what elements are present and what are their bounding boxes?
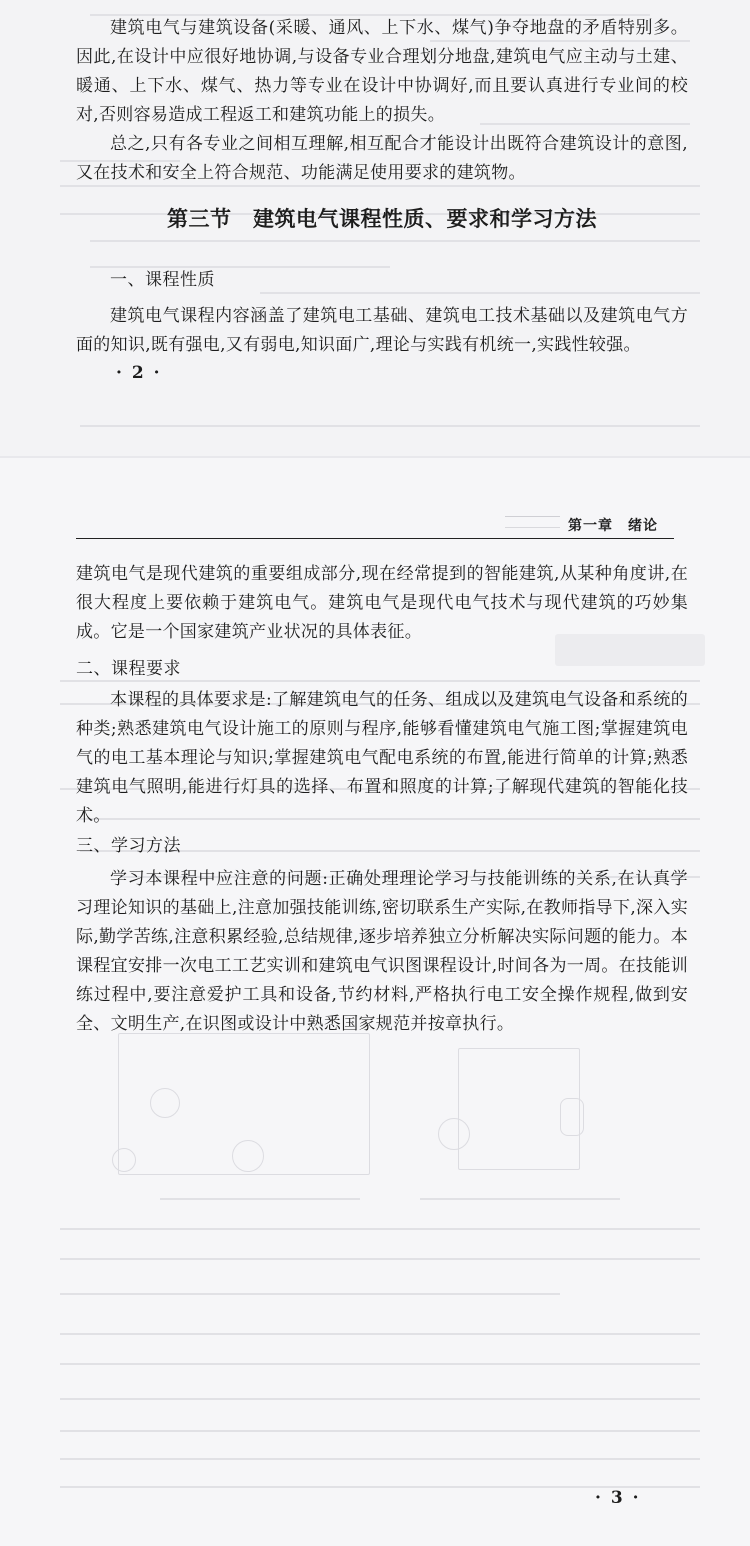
show-through-line [60,1430,700,1432]
show-through-line [420,1198,620,1200]
book-page-2 [0,0,750,457]
body-paragraph: 建筑电气课程内容涵盖了建筑电工基础、建筑电工技术基础以及建筑电气方面的知识,既有强电,又有弱电,知识面广,理论与实践有机统一,实践性较强。 [76,306,688,355]
show-through-line [60,1228,700,1230]
show-through-line [60,1333,700,1335]
page-number: · 3 · [595,1488,641,1508]
show-through-figure [438,1118,470,1150]
body-paragraph: 建筑电气是现代建筑的重要组成部分,现在经常提到的智能建筑,从某种角度讲,在很大程度上要依赖于建筑电气。建筑电气是现代电气技术与现代建筑的巧妙集成。它是一个国家建筑产业状况的具体表征。 [76,564,688,642]
show-through-line [60,1258,700,1260]
section-heading: 一、课程性质 [110,270,215,290]
show-through-line [60,1363,700,1365]
page-number: · 2 · [116,363,162,383]
show-through-line [60,1293,560,1295]
show-through-figure [232,1140,264,1172]
section-heading: 二、课程要求 [76,659,181,679]
show-through-figure [112,1148,136,1172]
book-page-3 [0,458,750,1546]
show-through-line [60,1398,700,1400]
show-through-line [60,680,700,682]
body-paragraph: 总之,只有各专业之间相互理解,相互配合才能设计出既符合建筑设计的意图,又在技术和安全上符合规范、功能满足使用要求的建筑物。 [76,134,688,183]
show-through-line [60,1458,700,1460]
body-paragraph: 本课程的具体要求是:了解建筑电气的任务、组成以及建筑电气设备和系统的种类;熟悉建筑电气设计施工的原则与程序,能够看懂建筑电气施工图;掌握建筑电气的电工基本理论与知识;掌握建筑电气配电系统的布置,能进行简单的计算;熟悉建筑电气照明,能进行灯具的选择、布置和照度的计算;了解现代建筑的智能化技术。 [76,690,688,826]
section-title: 第三节 建筑电气课程性质、要求和学习方法 [167,207,597,231]
show-through-figure [150,1088,180,1118]
section-heading: 三、学习方法 [76,836,181,856]
body-paragraph: 学习本课程中应注意的问题:正确处理理论学习与技能训练的关系,在认真学习理论知识的基础上,注意加强技能训练,密切联系生产实际,在教师指导下,深入实际,勤学苦练,注意积累经验,总结规律,逐步培养独立分析解决实际问题的能力。本课程宜安排一次电工工艺实训和建筑电气识图课程设计,时间各为一周。在技能训练过程中,要注意爱护工具和设备,节约材料,严格执行电工安全操作规程,做到安全、文明生产,在识图或设计中熟悉国家规范并按章执行。 [76,869,688,1034]
header-rule [76,538,674,539]
show-through-line [80,425,700,427]
show-through-line [160,1198,360,1200]
running-head: 第一章 绪论 [568,518,658,534]
show-through-line [90,240,700,242]
show-through-line [260,292,700,294]
body-paragraph: 建筑电气与建筑设备(采暖、通风、上下水、煤气)争夺地盘的矛盾特别多。因此,在设计中应很好地协调,与设备专业合理划分地盘,建筑电气应主动与土建、暖通、上下水、煤气、热力等专业在设计中协调好,而且要认真进行专业间的校对,否则容易造成工程返工和建筑功能上的损失。 [76,18,688,125]
show-through-figure [560,1098,584,1136]
show-through-line [505,516,560,528]
